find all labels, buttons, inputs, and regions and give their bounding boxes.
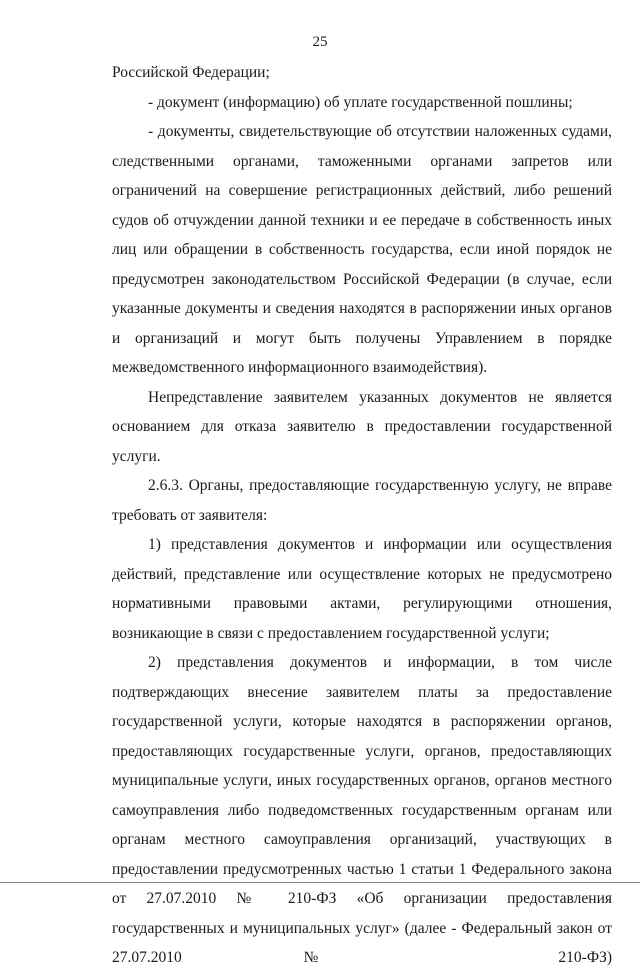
list-item-2: 2) представления документов и информации, в том числе подтверждающих внесение заявителем платы за предоставление государственной услуги, которые находятся в распоряжении органов, предоставляющих государственные услуги, органов, предоставляющих муниципальные услуги, иных государственных органов, органов местного самоуправления либо подведомственных государственным органам или органам местного самоуправления организаций, участвующих в предоставлении предусмотренных частью 1 статьи 1 Федерального закона от 27.07.2010 № 210-ФЗ «Об организации предоставления государственных и муниципальных услуг» (далее - Федеральный закон от 27.07.2010 № 210-ФЗ) — [112, 654, 612, 966]
list-item-state-fee: - документ (информацию) об уплате государственной пошлины; — [148, 93, 573, 111]
page-number: 25 — [312, 34, 328, 50]
paragraph-non-submission: Непредставление заявителем указанных документов не является основанием для отказа заявителю в предоставлении государственной услуги. — [112, 388, 612, 465]
paragraph-section-2-6-3: 2.6.3. Органы, предоставляющие государственную услугу, не вправе требовать от заявителя: — [112, 477, 612, 524]
list-item-no-restrictions: - документы, свидетельствующие об отсутствии наложенных судами, следственными органами, таможенными органами запретов или ограничений на совершение регистрационных действий, либо решений судов об отчуждении данной техники и ее передаче в собственность иных лиц или обращении в собственность государства, если иной порядок не предусмотрен законодательством Российской Федерации (в случае, если указанные документы и сведения находятся в распоряжении иных органов и организаций и могут быть получены Управлением в порядке межведомственного информационного взаимодействия). — [112, 123, 612, 376]
list-item-1: 1) представления документов и информации или осуществления действий, представление или осуществление которых не предусмотрено нормативными правовыми актами, регулирующими отношения, возникающие в связи с предоставлением государственной услуги; — [112, 536, 612, 642]
page-bottom-rule — [0, 882, 640, 883]
paragraph-continuation: Российской Федерации; — [112, 64, 270, 81]
document-body — [112, 58, 612, 973]
